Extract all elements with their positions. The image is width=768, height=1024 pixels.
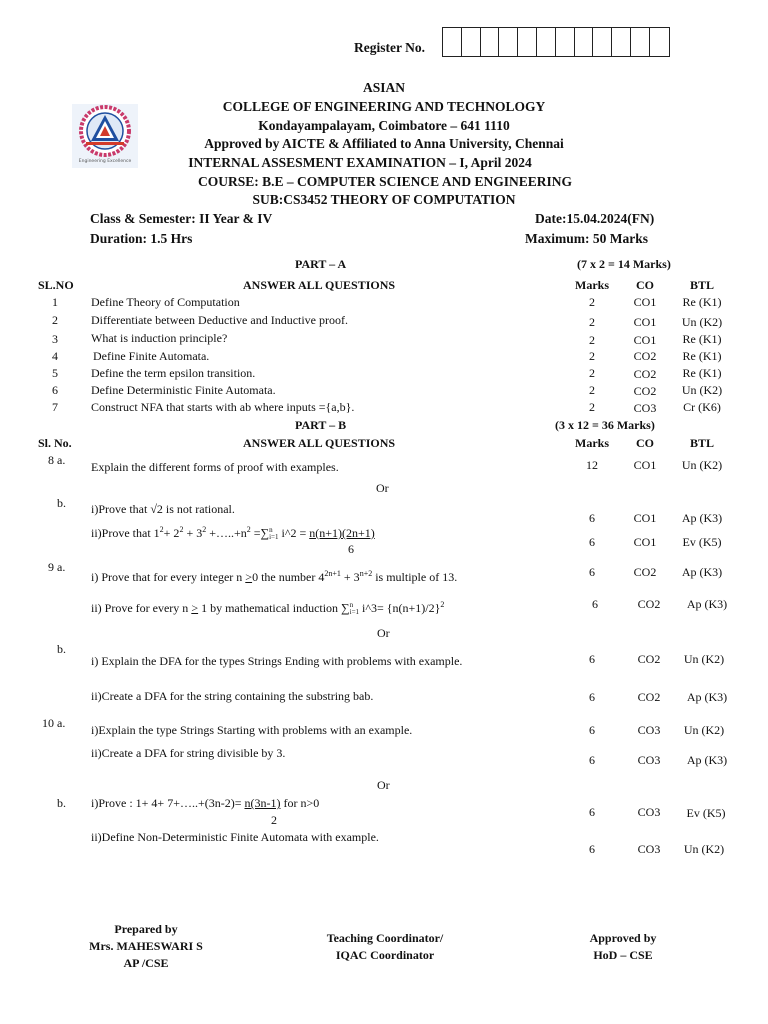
q10a-i-text: i)Explain the type Strings Starting with problems with an example. xyxy=(91,723,413,737)
or-separator: Or xyxy=(377,626,390,640)
subject-line: SUB:CS3452 THEORY OF COMPUTATION xyxy=(252,192,516,207)
q10b-ii-text: ii)Define Non-Deterministic Finite Automata with example. xyxy=(91,830,379,844)
marks-cell: 2 xyxy=(589,366,595,380)
q10a-ii-text: ii)Create a DFA for string divisible by 3. xyxy=(91,746,286,760)
q10a-i-btl: Un (K2) xyxy=(683,723,725,737)
part-a-marks-note: (7 x 2 = 14 Marks) xyxy=(577,257,671,271)
q8a-number: 8 a. xyxy=(48,453,66,467)
q8b-i-co: CO1 xyxy=(633,511,657,525)
question-text: Define the term epsilon transition. xyxy=(91,366,256,380)
part-a-col-co: CO xyxy=(636,278,654,292)
register-digit-box xyxy=(443,28,462,56)
btl-cell: Re (K1) xyxy=(682,332,722,346)
q9a-i-text: i) Prove that for every integer n >0 the number $4^{2n+1} + 3^{n+2}$ is multiple of 13. xyxy=(91,569,458,584)
part-b-col-co: CO xyxy=(636,436,654,450)
q9b-i-marks: 6 xyxy=(589,652,595,666)
register-digit-box xyxy=(650,28,669,56)
q9b-i-text: i) Explain the DFA for the types Strings Ending with problems with example. xyxy=(91,654,463,668)
register-digit-box xyxy=(612,28,631,56)
question-text: What is induction principle? xyxy=(91,331,228,345)
marks-cell: 2 xyxy=(589,333,595,347)
approved-by-role: HoD – CSE xyxy=(593,948,653,962)
question-text: Define Finite Automata. xyxy=(93,349,210,363)
part-a-instruction: ANSWER ALL QUESTIONS xyxy=(243,278,396,292)
co-cell: CO2 xyxy=(633,367,657,381)
q10a-ii-marks: 6 xyxy=(589,753,595,767)
part-b-col-btl: BTL xyxy=(689,436,714,450)
part-a-title: PART – A xyxy=(295,257,347,271)
max-marks: Maximum: 50 Marks xyxy=(525,231,648,246)
part-a-col-btl: BTL xyxy=(689,278,714,292)
q9a-i-btl: Ap (K3) xyxy=(681,565,723,579)
register-digit-box xyxy=(631,28,650,56)
prepared-by-role: AP /CSE xyxy=(123,956,169,970)
btl-cell: Cr (K6) xyxy=(683,400,721,414)
prepared-by-name: Mrs. MAHESWARI S xyxy=(89,939,203,953)
row-number: 2 xyxy=(52,313,58,327)
part-b-title: PART – B xyxy=(295,418,347,432)
register-digit-box xyxy=(499,28,518,56)
register-digit-box xyxy=(593,28,612,56)
marks-cell: 2 xyxy=(589,315,595,329)
or-separator: Or xyxy=(377,778,390,792)
marks-cell: 2 xyxy=(589,383,595,397)
co-cell: CO1 xyxy=(633,315,657,329)
register-digit-box xyxy=(481,28,500,56)
q9a-ii-btl: Ap (K3) xyxy=(686,597,728,611)
q10b-ii-co: CO3 xyxy=(637,842,661,856)
coordinator-line-1: Teaching Coordinator/ xyxy=(326,931,444,945)
question-text: Differentiate between Deductive and Inductive proof. xyxy=(91,313,349,327)
row-number: 4 xyxy=(52,349,58,363)
q10b-i-btl: Ev (K5) xyxy=(686,806,726,820)
btl-cell: Re (K1) xyxy=(682,295,722,309)
part-b-instruction: ANSWER ALL QUESTIONS xyxy=(243,436,396,450)
q10a-i-co: CO3 xyxy=(637,723,661,737)
co-cell: CO2 xyxy=(633,349,657,363)
q8a-co: CO1 xyxy=(633,458,657,472)
exam-date: Date:15.04.2024(FN) xyxy=(535,211,655,226)
q10b-i-text: i)Prove : 1+ 4+ 7+…..+(3n-2)= n(3n-1) for n>0 xyxy=(91,796,320,810)
q9a-ii-text: ii) Prove for every n > 1 by mathematical induction ∑n i=1 i^3= $\{n(n+1)/2\}^2$ xyxy=(91,600,445,617)
btl-cell: Un (K2) xyxy=(681,315,723,329)
q10b-i-denominator: 2 xyxy=(271,813,277,827)
q9a-number: 9 a. xyxy=(48,560,66,574)
q9a-i-marks: 6 xyxy=(589,565,595,579)
q8b-ii-btl: Ev (K5) xyxy=(682,535,722,549)
question-text: Define Theory of Computation xyxy=(91,295,240,309)
q8b-number: b. xyxy=(57,496,66,510)
register-digit-box xyxy=(518,28,537,56)
logo-caption: Engineering Excellence xyxy=(78,159,132,164)
q9b-ii-text: ii)Create a DFA for the string containing the substring bab. xyxy=(91,689,374,703)
btl-cell: Un (K2) xyxy=(681,383,723,397)
btl-cell: Re (K1) xyxy=(682,349,722,363)
duration: Duration: 1.5 Hrs xyxy=(90,231,193,246)
row-number: 5 xyxy=(52,366,58,380)
co-cell: CO3 xyxy=(633,401,657,415)
row-number: 1 xyxy=(52,295,58,309)
prepared-by-label: Prepared by xyxy=(114,922,178,936)
q10a-ii-btl: Ap (K3) xyxy=(686,753,728,767)
institution-address: Kondayampalayam, Coimbatore – 641 1110 xyxy=(258,118,510,133)
q8b-ii-co: CO1 xyxy=(633,535,657,549)
question-text: Define Deterministic Finite Automata. xyxy=(91,383,276,397)
part-b-marks-note: (3 x 12 = 36 Marks) xyxy=(555,418,655,432)
q9a-i-co: CO2 xyxy=(633,565,657,579)
q8b-i-marks: 6 xyxy=(589,511,595,525)
register-digit-box xyxy=(575,28,594,56)
q10b-ii-marks: 6 xyxy=(589,842,595,856)
marks-cell: 2 xyxy=(589,295,595,309)
co-cell: CO2 xyxy=(633,384,657,398)
marks-cell: 2 xyxy=(589,349,595,363)
q9b-number: b. xyxy=(57,642,66,656)
course-line: COURSE: B.E – COMPUTER SCIENCE AND ENGINEERING xyxy=(198,174,572,189)
register-digit-box xyxy=(556,28,575,56)
register-digit-box xyxy=(537,28,556,56)
row-number: 3 xyxy=(52,332,58,346)
part-a-col-slno: SL.NO xyxy=(38,278,74,292)
q10a-number: 10 a. xyxy=(42,716,66,730)
co-cell: CO1 xyxy=(633,295,657,309)
register-number-boxes xyxy=(442,27,670,57)
q9b-i-btl: Un (K2) xyxy=(683,652,725,666)
approved-by-label: Approved by xyxy=(589,931,657,945)
q10b-i-marks: 6 xyxy=(589,805,595,819)
q8b-ii-marks: 6 xyxy=(589,535,595,549)
q9b-ii-btl: Ap (K3) xyxy=(686,690,728,704)
q9b-ii-marks: 6 xyxy=(589,690,595,704)
institution-line-1: ASIAN xyxy=(362,80,405,95)
part-b-col-marks: Marks xyxy=(575,436,609,450)
q8a-text: Explain the different forms of proof with examples. xyxy=(91,460,339,474)
part-b-col-slno: Sl. No. xyxy=(38,436,72,450)
btl-cell: Re (K1) xyxy=(682,366,722,380)
q8b-i-text: i)Prove that √2 is not rational. xyxy=(91,502,235,516)
q8b-i-btl: Ap (K3) xyxy=(681,511,723,525)
q10a-ii-co: CO3 xyxy=(637,753,661,767)
affiliation-line: Approved by AICTE & Affiliated to Anna University, Chennai xyxy=(204,136,564,151)
exam-title: INTERNAL ASSESMENT EXAMINATION – I, April 2024 xyxy=(188,155,532,170)
q9b-ii-co: CO2 xyxy=(637,690,661,704)
q10a-i-marks: 6 xyxy=(589,723,595,737)
coordinator-line-2: IQAC Coordinator xyxy=(335,948,435,962)
marks-cell: 2 xyxy=(589,400,595,414)
part-a-col-marks: Marks xyxy=(575,278,609,292)
question-text: Construct NFA that starts with ab where inputs ={a,b}. xyxy=(91,400,355,414)
co-cell: CO1 xyxy=(633,333,657,347)
q10b-i-co: CO3 xyxy=(637,805,661,819)
register-label: Register No. xyxy=(354,40,425,55)
q8b-ii-text: ii)Prove that $1^2+ 2^2 + 3^2$ $+\dots..+n^2 =\sum n$ i=1 i^2 = n(n+1)(2n+1) xyxy=(91,525,375,542)
q8a-btl: Un (K2) xyxy=(681,458,723,472)
q9b-i-co: CO2 xyxy=(637,652,661,666)
q8a-marks: 12 xyxy=(586,458,598,472)
q8b-ii-denominator: 6 xyxy=(348,542,354,556)
or-separator: Or xyxy=(376,481,389,495)
q10b-ii-btl: Un (K2) xyxy=(683,842,725,856)
q9a-ii-co: CO2 xyxy=(637,597,661,611)
register-digit-box xyxy=(462,28,481,56)
class-semester: Class & Semester: II Year & IV xyxy=(90,211,273,226)
q10b-number: b. xyxy=(57,796,66,810)
row-number: 7 xyxy=(52,400,58,414)
row-number: 6 xyxy=(52,383,58,397)
q9a-ii-marks: 6 xyxy=(592,597,598,611)
institution-name: COLLEGE OF ENGINEERING AND TECHNOLOGY xyxy=(222,99,546,114)
